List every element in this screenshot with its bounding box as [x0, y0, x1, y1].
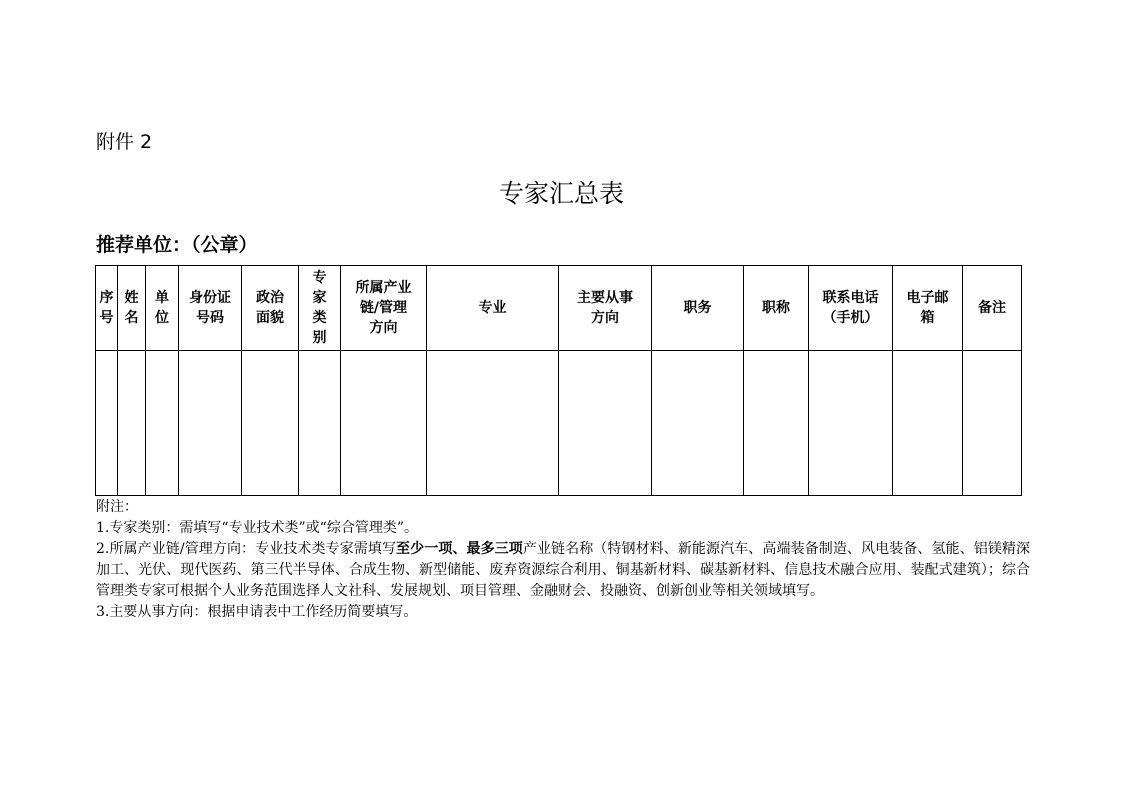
cell-main-direction[interactable] [559, 351, 652, 496]
header-expert-category: 专 家 类 别 [299, 266, 341, 351]
note-item-1: 1.专家类别：需填写“专业技术类”或“综合管理类”。 [96, 520, 418, 536]
note-item-3: 3.主要从事方向：根据申请表中工作经历简要填写。 [96, 604, 418, 620]
header-industry-chain: 所属产业 链/管理 方向 [341, 266, 427, 351]
cell-position[interactable] [652, 351, 744, 496]
attachment-label: 附件 2 [96, 131, 153, 153]
cell-remarks[interactable] [963, 351, 1022, 496]
table-header-row [96, 266, 1022, 351]
notes-heading: 附注： [96, 499, 138, 515]
header-seq: 序 号 [96, 266, 118, 351]
cell-phone[interactable] [809, 351, 893, 496]
expert-summary-table [95, 265, 1022, 496]
cell-expert-category[interactable] [299, 351, 341, 496]
note-item-2-suffix: 产业链名称（特钢材料、新能源汽车、高端装备制造、风电装备、氢能、铝镁精深加工、光伏、现代医药、第三代半导体、合成生物、新型储能、废弃资源综合利用、铜基新材料、碳基新材料、信息技术融合应用、装配式建筑）；综合管理类专家可根据个人业务范围选择人文社科、发展规划、项目管理、金融财会、投融资、创新创业等相关领域填写。 [96, 541, 1030, 599]
header-name: 姓 名 [118, 266, 146, 351]
cell-political-status[interactable] [242, 351, 299, 496]
table-row [96, 351, 1022, 496]
cell-id-number[interactable] [179, 351, 242, 496]
header-political-status: 政治 面貌 [242, 266, 299, 351]
cell-unit[interactable] [146, 351, 179, 496]
note-item-2-emphasis: 至少一项、最多三项 [396, 541, 523, 557]
header-remarks: 备注 [963, 266, 1022, 351]
header-position: 职务 [652, 266, 744, 351]
cell-industry-chain[interactable] [341, 351, 427, 496]
header-unit: 单 位 [146, 266, 179, 351]
cell-seq[interactable] [96, 351, 118, 496]
page-title: 专家汇总表 [498, 179, 624, 208]
note-item-2-prefix: 2.所属产业链/管理方向：专业技术类专家需填写 [96, 541, 397, 557]
cell-email[interactable] [893, 351, 963, 496]
notes-section [96, 497, 1030, 623]
header-main-direction: 主要从事 方向 [559, 266, 652, 351]
cell-name[interactable] [118, 351, 146, 496]
header-phone: 联系电话 （手机） [809, 266, 893, 351]
cell-specialty[interactable] [427, 351, 559, 496]
header-id-number: 身份证 号码 [179, 266, 242, 351]
cell-title-rank[interactable] [744, 351, 809, 496]
header-email: 电子邮 箱 [893, 266, 963, 351]
note-item-2 [96, 539, 1030, 602]
recommend-unit-label: 推荐单位：（公章） [96, 234, 258, 256]
header-specialty: 专业 [427, 266, 559, 351]
header-title-rank: 职称 [744, 266, 809, 351]
